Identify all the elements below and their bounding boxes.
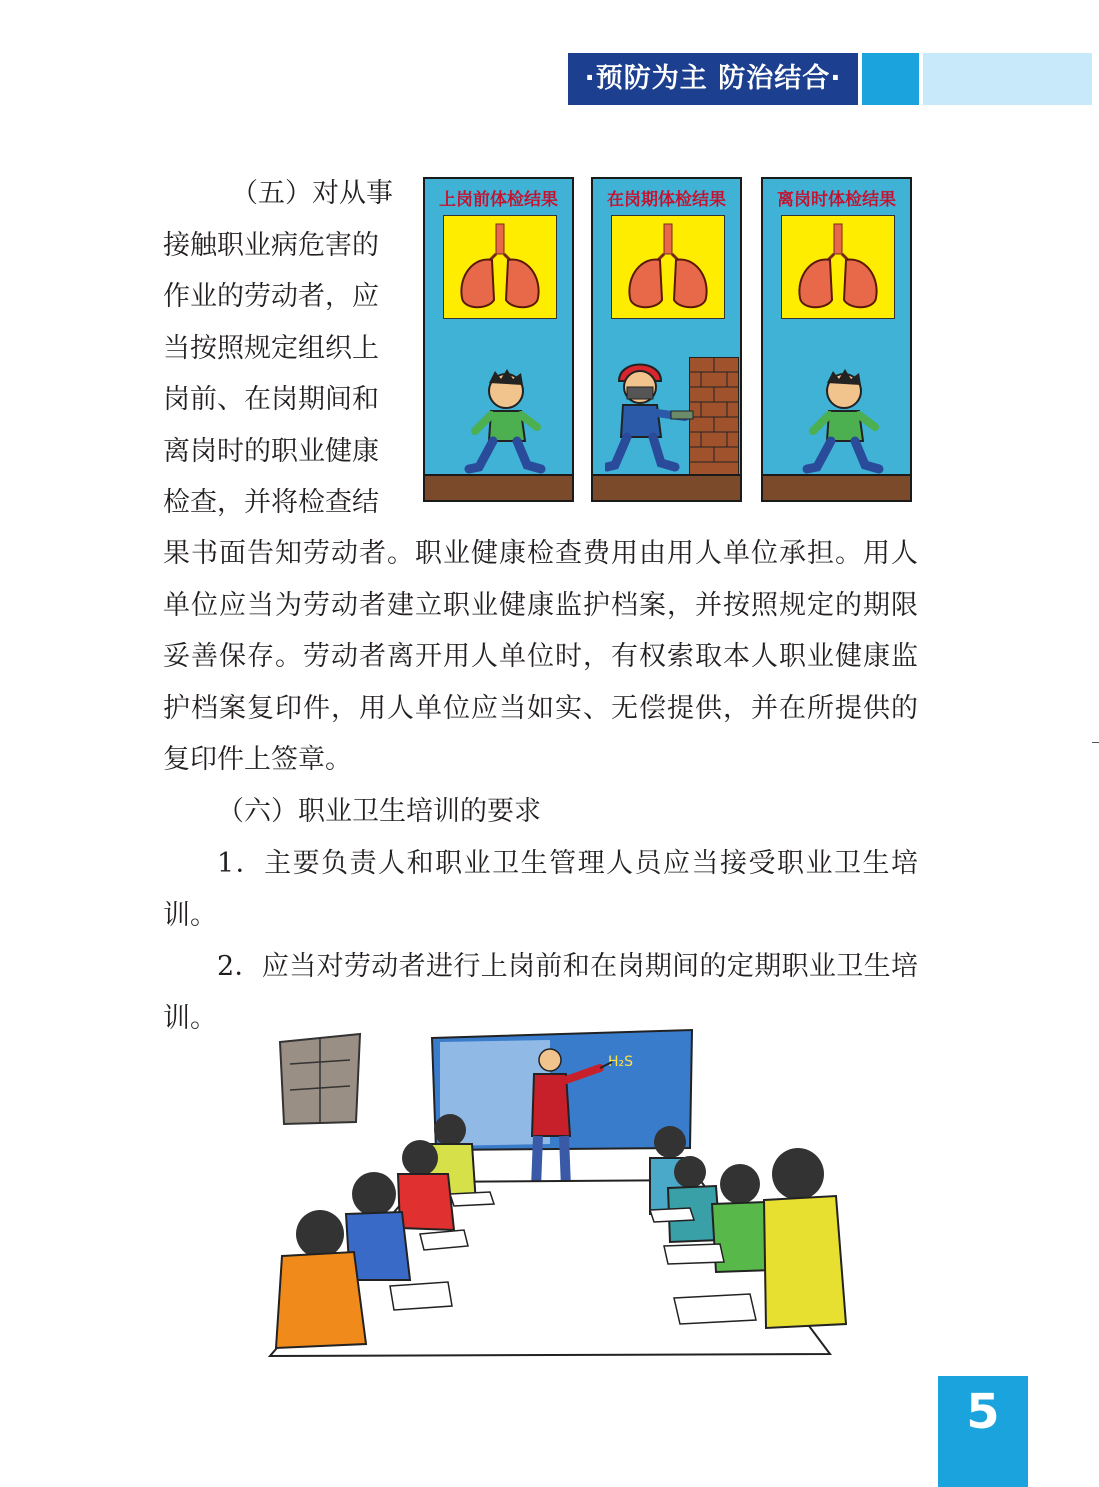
para5-line: 接触职业病危害的 <box>163 229 379 261</box>
para5-line: 离岗时的职业健康 <box>163 435 379 467</box>
ground <box>425 474 572 500</box>
panel-title: 上岗前体检结果 <box>439 190 558 210</box>
health-check-comic <box>423 177 919 504</box>
para5-line: 检查，并将检查结 <box>163 487 379 518</box>
helmeted-worker-icon <box>605 355 705 479</box>
board-text: H₂S <box>608 1054 634 1070</box>
training-item-2: 2．应当对劳动者进行上岗前和在岗期间的定期职业卫生培训。 <box>163 951 918 1034</box>
header-title: ·预防为主 防治结合· <box>568 53 858 105</box>
lung-frame <box>781 215 895 319</box>
bookshelf-icon <box>280 1034 360 1124</box>
header-accent-block <box>862 53 919 105</box>
para5-continuation: 果书面告知劳动者。职业健康检查费用由用人单位承担。用人单位应当为劳动者建立职业健康监护档案，并按照规定的期限妥善保存。劳动者离开用人单位时，有权索取本人职业健康监护档案复印件，用人单位应当如实、无偿提供，并在所提供的复印件上签章。 <box>163 538 918 775</box>
page-number: 5 <box>938 1376 1028 1487</box>
ground <box>593 474 740 500</box>
para5-line: 岗前、在岗期间和 <box>163 384 379 415</box>
training-classroom-illustration <box>250 1024 860 1364</box>
para5-line: 当按照规定组织上 <box>163 332 379 364</box>
lungs-icon <box>612 216 724 318</box>
section6-heading: （六）职业卫生培训的要求 <box>217 796 541 827</box>
lung-frame <box>443 215 557 319</box>
lungs-icon <box>444 216 556 318</box>
comic-panel-on-job <box>591 177 742 502</box>
walking-worker-icon <box>799 369 889 479</box>
para5-line: （五）对从事 <box>231 178 393 209</box>
ground <box>763 474 910 500</box>
lungs-icon <box>782 216 894 318</box>
comic-panel-post-job <box>761 177 912 502</box>
panel-title: 离岗时体检结果 <box>777 190 896 210</box>
panel-title: 在岗期体检结果 <box>607 190 726 210</box>
lung-frame <box>611 215 725 319</box>
para5-column <box>163 168 403 529</box>
walking-worker-icon <box>461 369 551 479</box>
margin-tick <box>1092 742 1099 743</box>
training-item-1: 1．主要负责人和职业卫生管理人员应当接受职业卫生培训。 <box>163 848 918 931</box>
comic-panel-pre-job <box>423 177 574 502</box>
para5-line: 作业的劳动者，应 <box>163 281 379 312</box>
header-light-block <box>923 53 1092 105</box>
